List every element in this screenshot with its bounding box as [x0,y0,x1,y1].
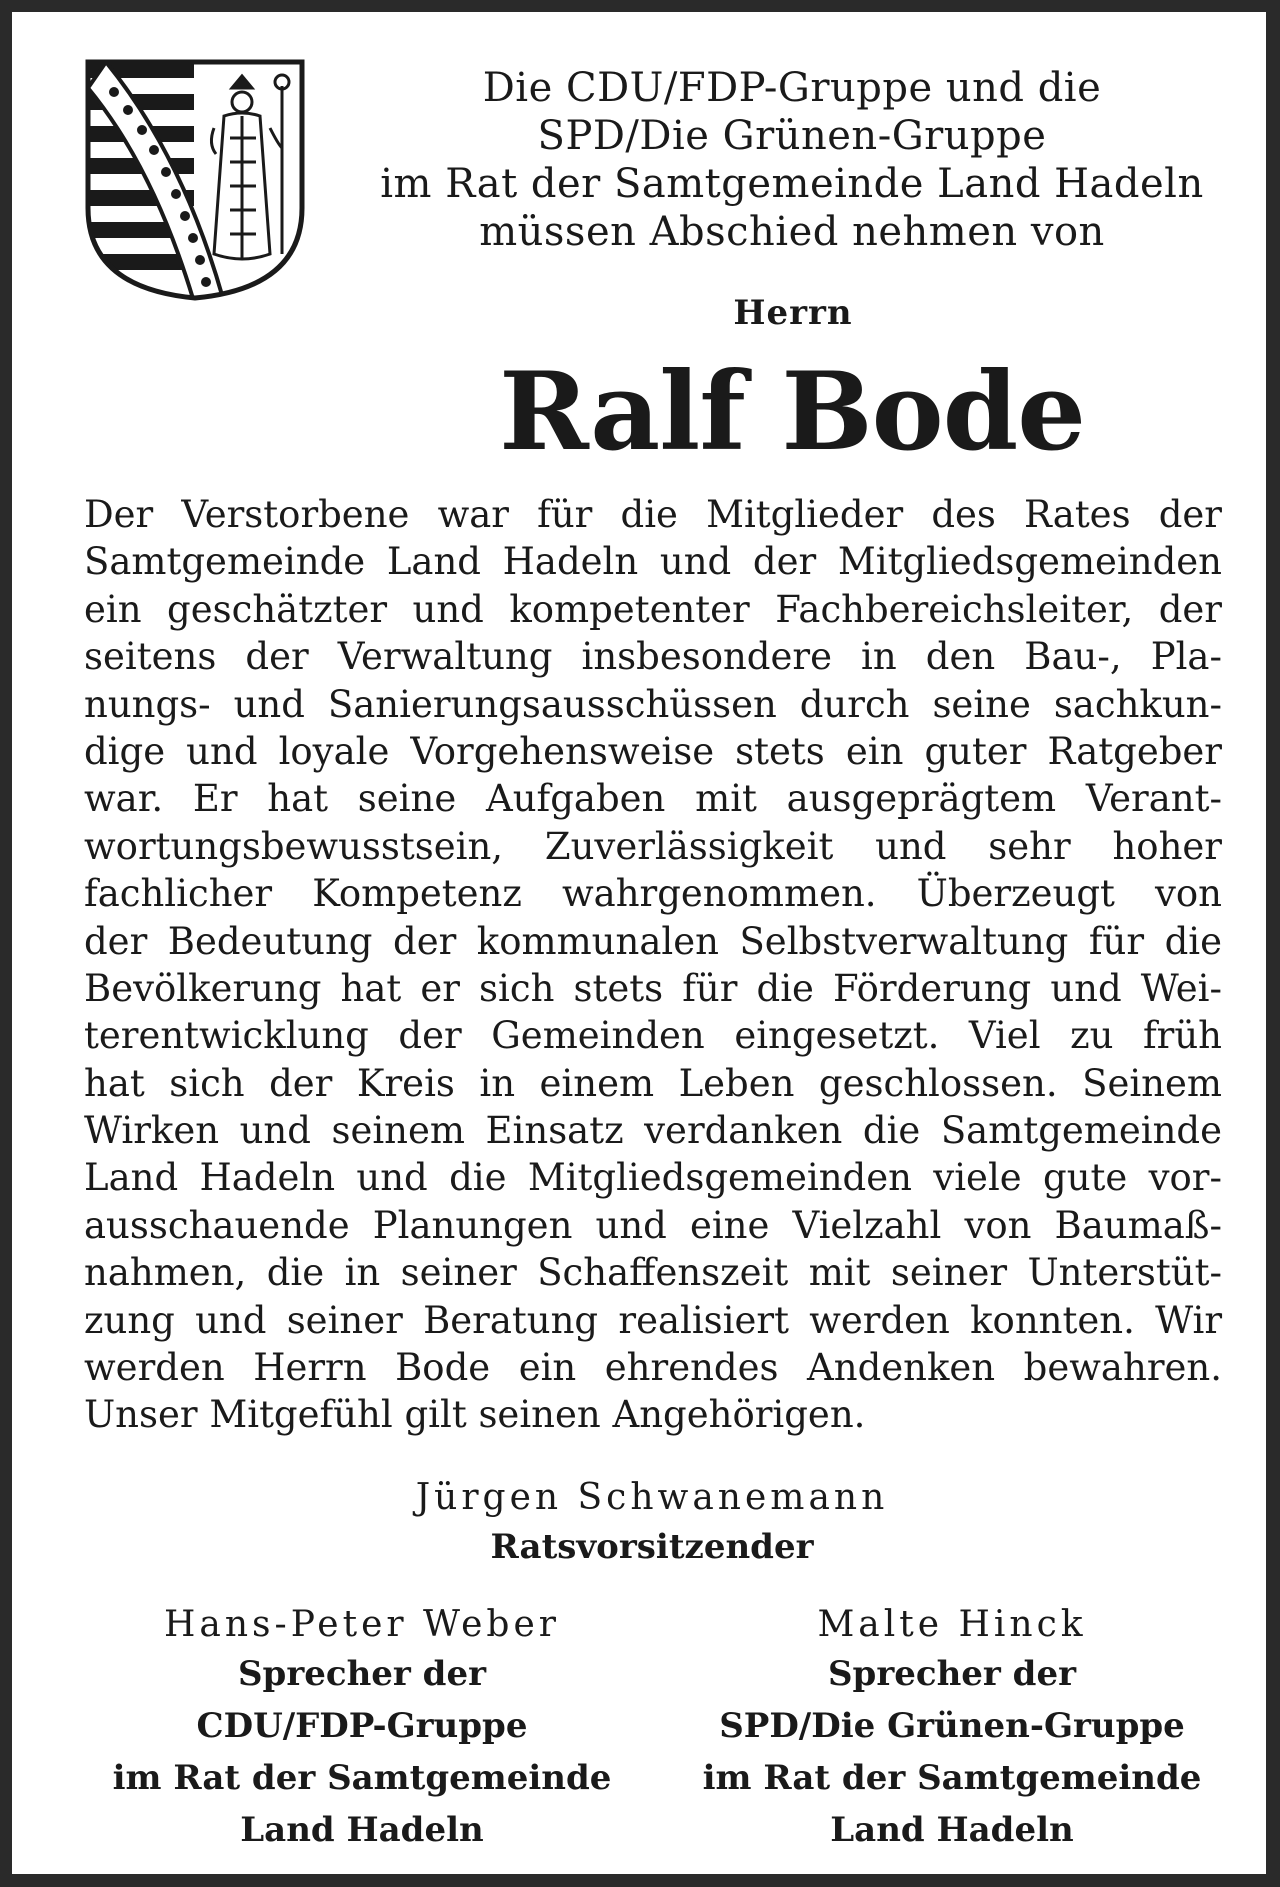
signer-role-line: CDU/FDP-Gruppe [196,1706,528,1746]
body-line: wortungsbewusstsein, Zuverlässigkeit und sehr hoher [84,824,1222,868]
body-line: Der Verstorbene war für die Mitglieder des Rates der [84,493,1222,536]
obituary-notice [12,12,1266,1874]
signature-right [662,1604,1242,1853]
salutation: Herrn [733,293,853,333]
body-line: ein geschätzter und kompetenter Fachbereichsleiter, der [84,587,1222,631]
signer-role-line: Land Hadeln [240,1810,484,1850]
heading-line: im Rat der Samtgemeinde Land Hadeln [380,161,1204,207]
body-line: hat sich der Kreis in einem Leben geschlossen. Seinem [84,1061,1222,1105]
eulogy-text [84,491,1222,1439]
heading-line: müssen Abschied nehmen von [479,209,1105,255]
signer-role: Ratsvorsitzender [490,1527,814,1567]
body-line: nahmen, die in seiner Schaffenszeit mit seiner Unterstüt- [84,1251,1222,1295]
body-line: Samtgemeinde Land Hadeln und der Mitgliedsgemeinden [84,540,1222,584]
signer-role-line: Sprecher der [238,1654,486,1694]
coat-of-arms-icon [84,58,306,302]
signature-left [82,1604,642,1853]
body-line: dige und loyale Vorgehensweise stets ein guter Ratgeber [84,729,1222,773]
signer-role-line: im Rat der Samtgemeinde [702,1758,1202,1798]
heading-line: Die CDU/FDP-Gruppe und die [482,65,1102,111]
body-line: terentwicklung der Gemeinden eingesetzt. Viel zu früh [84,1014,1222,1058]
signer-role-line: SPD/Die Grünen-Gruppe [719,1706,1185,1746]
signer-role-line: Sprecher der [828,1654,1076,1694]
body-line: ausschauende Planungen und eine Vielzahl von Baumaß- [84,1203,1222,1247]
body-line: Land Hadeln und die Mitgliedsgemeinden viele gute vor- [84,1156,1222,1200]
body-line: Wirken und seinem Einsatz verdanken die Samtgemeinde [84,1109,1222,1153]
signer-role-line: im Rat der Samtgemeinde [112,1758,612,1798]
signer-name: Hans-Peter Weber [164,1604,560,1645]
signature-chair [352,1477,952,1570]
deceased-name: Ralf Bode [499,349,1085,475]
heading-line: SPD/Die Grünen-Gruppe [537,113,1047,159]
notice-heading [372,64,1212,256]
signer-name: Jürgen Schwanemann [415,1477,889,1518]
body-line: der Bedeutung der kommunalen Selbstverwaltung für die [84,919,1222,963]
signer-role-line: Land Hadeln [830,1810,1074,1850]
body-line: nungs- und Sanierungsausschüssen durch seine sachkun- [84,682,1222,726]
body-line: Unser Mitgefühl gilt seinen Angehörigen. [84,1393,866,1437]
body-line: werden Herrn Bode ein ehrendes Andenken bewahren. [84,1346,1222,1390]
body-line: seitens der Verwaltung insbesondere in den Bau-, Pla- [84,635,1222,679]
body-line: zung und seiner Beratung realisiert werden konnten. Wir [84,1298,1222,1342]
signer-name: Malte Hinck [817,1604,1087,1645]
body-line: war. Er hat seine Aufgaben mit ausgeprägtem Verant- [84,777,1222,821]
body-line: fachlicher Kompetenz wahrgenommen. Überzeugt von [84,872,1222,916]
body-line: Bevölkerung hat er sich stets für die Förderung und Wei- [84,966,1222,1010]
